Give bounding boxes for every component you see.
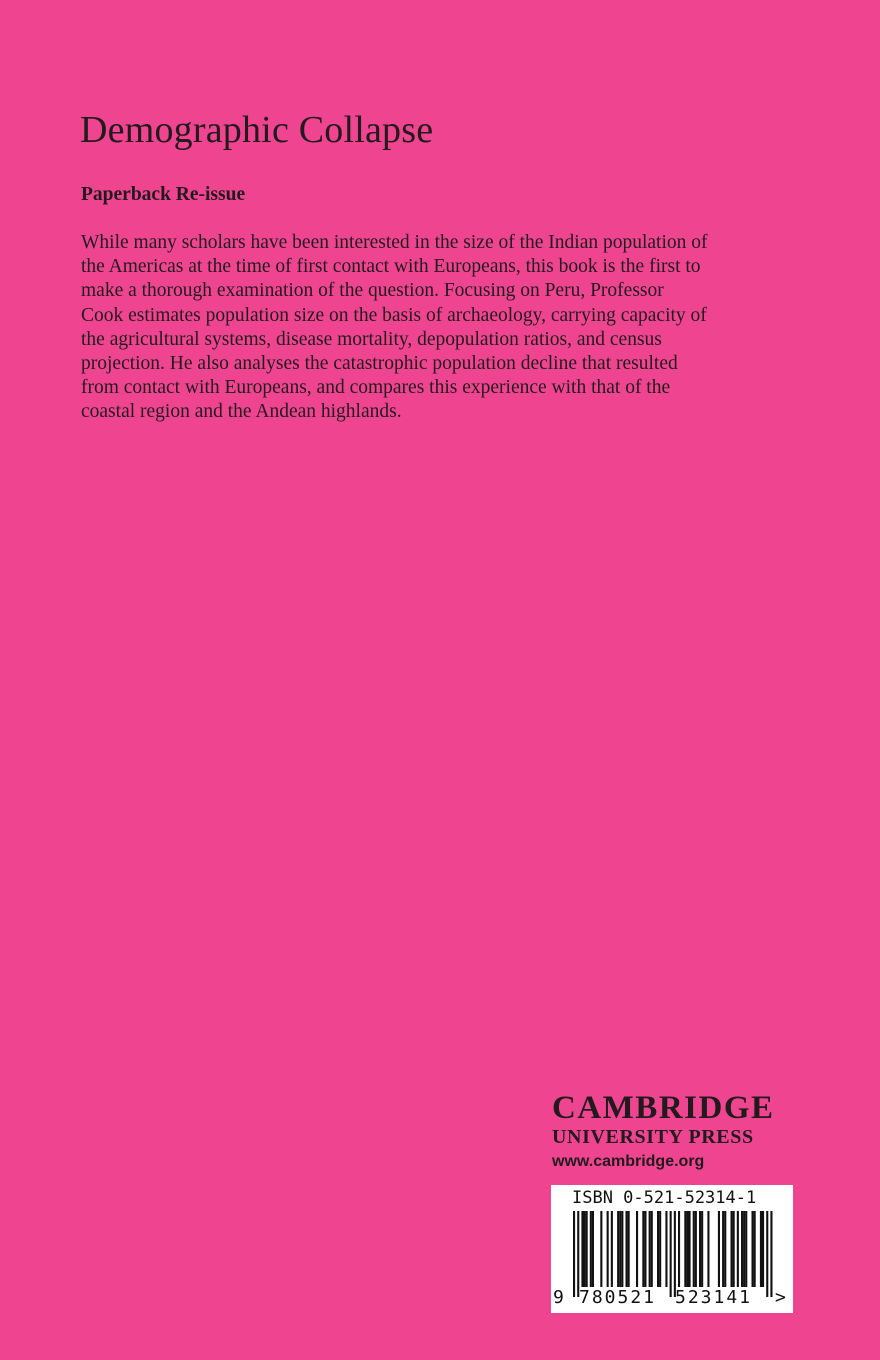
barcode-bar <box>695 1211 697 1287</box>
barcode-bar <box>752 1211 754 1287</box>
publisher-name: CAMBRIDGE <box>552 1090 775 1126</box>
barcode-bar <box>636 1211 638 1287</box>
ean-right-group: 523141 <box>675 1287 753 1308</box>
barcode-bar <box>718 1211 720 1287</box>
description-line: make a thorough examination of the question. Focusing on Peru, Professor <box>81 280 664 302</box>
book-description <box>81 231 821 425</box>
barcode-bar <box>592 1211 594 1287</box>
barcode-bar <box>670 1211 672 1297</box>
barcode-bar <box>577 1211 579 1297</box>
barcode-bar <box>762 1211 764 1287</box>
description-line: the agricultural systems, disease mortality, depopulation ratios, and census <box>81 328 662 350</box>
barcode-bar <box>590 1211 592 1287</box>
barcode-bar <box>770 1211 772 1297</box>
barcode-bar <box>665 1211 667 1287</box>
barcode-bar <box>701 1211 703 1287</box>
barcode-bar <box>686 1211 688 1287</box>
barcode-bar <box>743 1211 745 1287</box>
barcode-bar <box>760 1211 762 1287</box>
barcode-bar <box>733 1211 735 1287</box>
barcode-bar <box>684 1211 686 1287</box>
barcode-bar <box>745 1211 747 1287</box>
barcode-bar <box>689 1211 691 1287</box>
book-title: Demographic Collapse <box>80 109 434 151</box>
publisher-url[interactable]: www.cambridge.org <box>552 1153 705 1170</box>
barcode-bar <box>678 1211 680 1287</box>
barcode-bar <box>621 1211 623 1287</box>
ean-end-mark: > <box>775 1287 786 1308</box>
barcode-bar <box>611 1211 613 1287</box>
ean-left-group: 780521 <box>579 1287 657 1308</box>
barcode-bar <box>766 1211 768 1297</box>
description-line: from contact with Europeans, and compares this experience with that of the <box>81 377 671 399</box>
barcode-bar <box>707 1211 709 1287</box>
barcode-bar <box>737 1211 739 1287</box>
edition-subtitle: Paperback Re-issue <box>81 184 246 205</box>
publisher-subname: UNIVERSITY PRESS <box>552 1126 754 1148</box>
barcode-bar <box>754 1211 756 1287</box>
barcode-bar <box>699 1211 701 1287</box>
barcode-bar <box>657 1211 659 1287</box>
barcode-bar <box>649 1211 651 1287</box>
barcode-bar <box>586 1211 588 1287</box>
publisher-logo <box>552 1090 797 1172</box>
barcode-bar <box>651 1211 653 1287</box>
barcode-bar <box>584 1211 586 1287</box>
barcode-bar <box>619 1211 621 1287</box>
isbn-barcode <box>551 1185 793 1313</box>
barcode-bar <box>573 1211 575 1297</box>
barcode-bar <box>642 1211 644 1287</box>
barcode-bar <box>731 1211 733 1287</box>
description-line: the Americas at the time of first contact with Europeans, this book is the first to <box>81 256 701 278</box>
barcode-bar <box>659 1211 661 1287</box>
barcode-bar <box>674 1211 676 1297</box>
barcode-bar <box>693 1211 695 1287</box>
isbn-label: ISBN 0-521-52314-1 <box>572 1188 757 1208</box>
description-line: Cook estimates population size on the basis of archaeology, carrying capacity of <box>81 304 707 326</box>
barcode-bar <box>722 1211 724 1287</box>
barcode-bar <box>617 1211 619 1287</box>
barcode-bar <box>600 1211 602 1287</box>
description-line: While many scholars have been interested in the size of the Indian population of <box>81 232 708 253</box>
barcode-bar <box>581 1211 583 1287</box>
barcode-bar <box>628 1211 630 1287</box>
ean-first-digit: 9 <box>553 1287 564 1308</box>
barcode-bar <box>741 1211 743 1287</box>
description-line: coastal region and the Andean highlands. <box>81 401 402 423</box>
barcode-bar <box>644 1211 646 1287</box>
barcode-bar <box>607 1211 609 1287</box>
description-line: projection. He also analyses the catastrophic population decline that resulted <box>81 353 678 375</box>
barcode-bar <box>724 1211 726 1287</box>
barcode-bar <box>626 1211 628 1287</box>
